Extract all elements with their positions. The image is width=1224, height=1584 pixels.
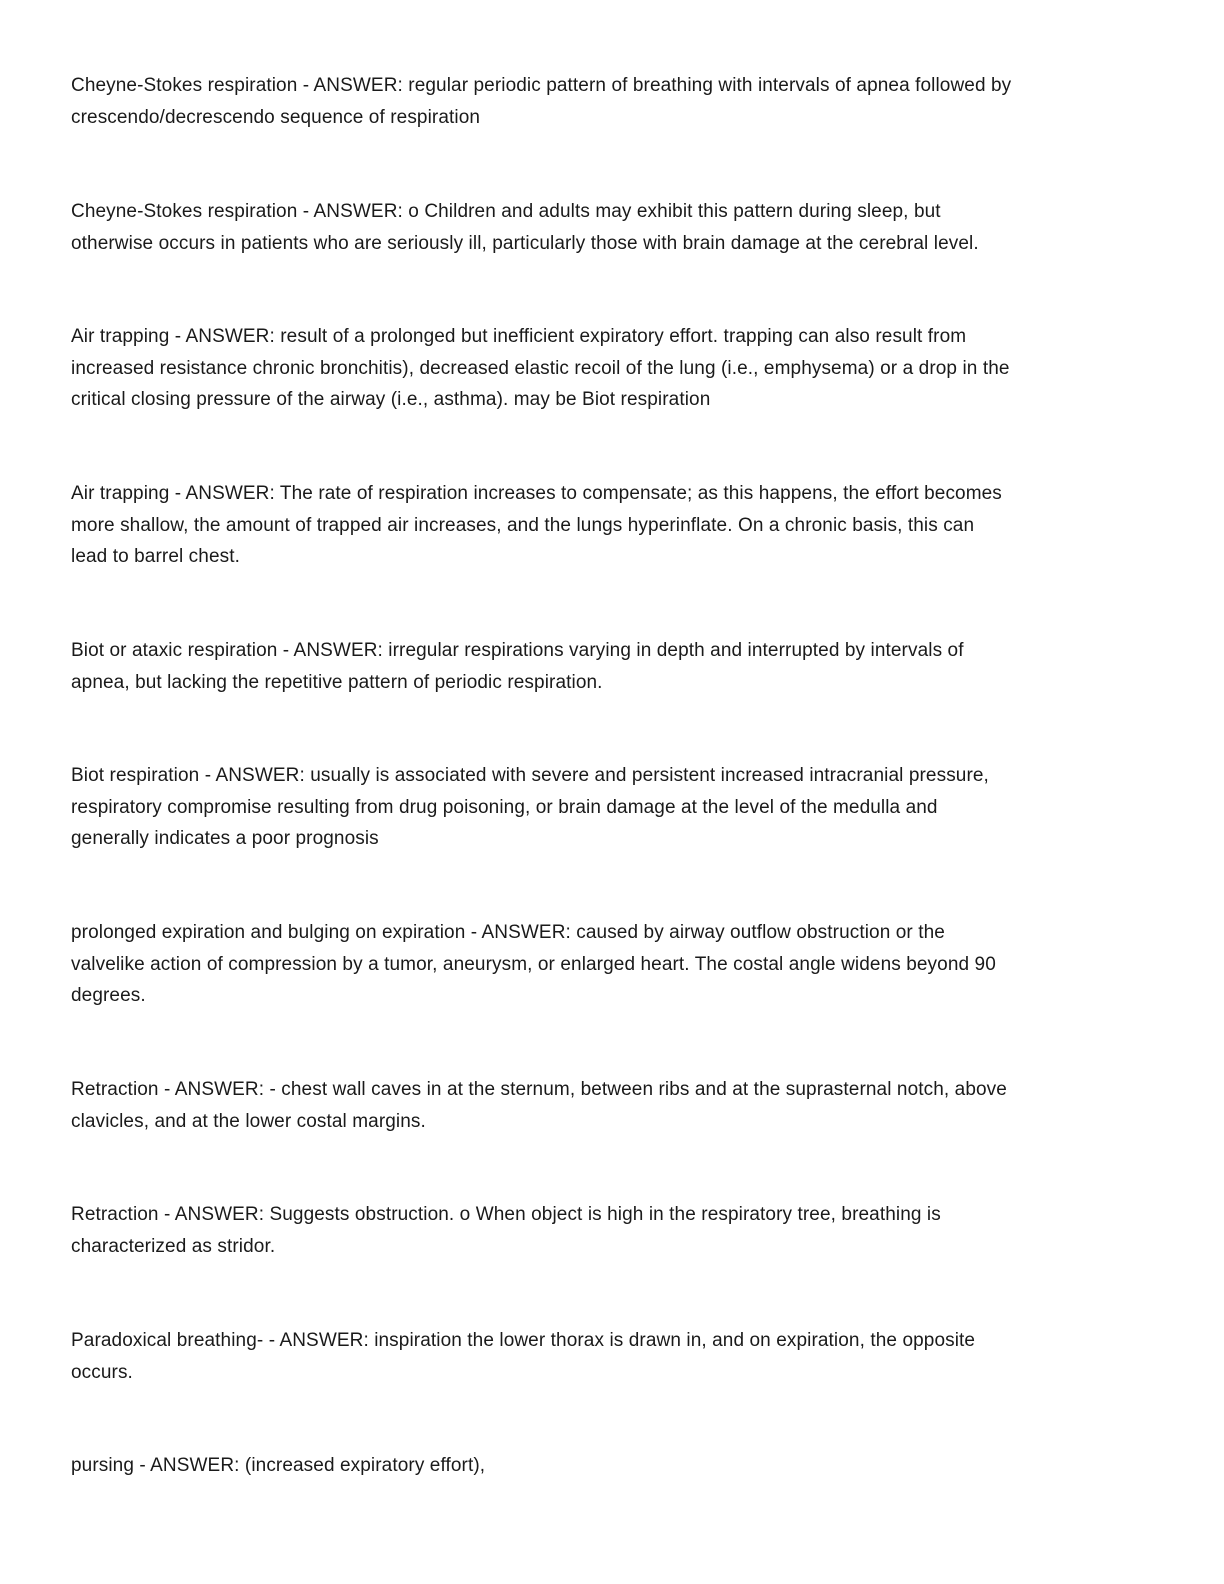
flashcard-entry xyxy=(71,760,1156,855)
flashcard-entry xyxy=(71,1199,1156,1262)
entry-line: degrees. xyxy=(71,985,146,1006)
entry-line: prolonged expiration and bulging on expiration - ANSWER: caused by airway outflow obstruction or the xyxy=(71,922,945,943)
entry-line: Retraction - ANSWER: - chest wall caves in at the sternum, between ribs and at the suprasternal notch, above xyxy=(71,1079,1007,1100)
flashcard-entry xyxy=(71,917,1156,1012)
entry-line: generally indicates a poor prognosis xyxy=(71,828,379,849)
entry-line: increased resistance chronic bronchitis), decreased elastic recoil of the lung (i.e., emphysema) or a drop in the xyxy=(71,357,1010,379)
entry-line: Air trapping - ANSWER: result of a prolonged but inefficient expiratory effort. trapping can also result from xyxy=(71,326,967,347)
entry-line: Retraction - ANSWER: Suggests obstruction. o When object is high in the respiratory tree, breathing is xyxy=(71,1204,941,1225)
entry-line: pursing - ANSWER: (increased expiratory effort), xyxy=(71,1455,486,1476)
entry-line: characterized as stridor. xyxy=(71,1235,276,1257)
entry-line: Air trapping - ANSWER: The rate of respiration increases to compensate; as this happens, the effort becomes xyxy=(71,483,1002,504)
entry-line: valvelike action of compression by a tumor, aneurysm, or enlarged heart. The costal angle widens beyond 90 xyxy=(71,953,996,975)
flashcard-entry xyxy=(71,70,1156,133)
flashcard-entry xyxy=(71,478,1156,573)
flashcard-entry xyxy=(71,1074,1156,1137)
entry-line: Biot or ataxic respiration - ANSWER: irregular respirations varying in depth and interrupted by intervals of xyxy=(71,640,964,661)
entry-line: otherwise occurs in patients who are seriously ill, particularly those with brain damage at the cerebral level. xyxy=(71,232,979,254)
flashcard-entry xyxy=(71,196,1156,259)
flashcard-entry xyxy=(71,1450,1156,1482)
flashcard-entry xyxy=(71,321,1156,416)
entry-line: crescendo/decrescendo sequence of respiration xyxy=(71,106,481,128)
entry-line: respiratory compromise resulting from drug poisoning, or brain damage at the level of the medulla and xyxy=(71,796,938,818)
entry-line: more shallow, the amount of trapped air increases, and the lungs hyperinflate. On a chronic basis, this can xyxy=(71,514,975,536)
entry-line: apnea, but lacking the repetitive pattern of periodic respiration. xyxy=(71,671,603,693)
entry-line: occurs. xyxy=(71,1361,133,1383)
entry-line: Cheyne-Stokes respiration - ANSWER: o Children and adults may exhibit this pattern during sleep, but xyxy=(71,201,941,222)
flashcard-entry xyxy=(71,635,1156,698)
entry-line: clavicles, and at the lower costal margins. xyxy=(71,1110,426,1132)
entry-line: Cheyne-Stokes respiration - ANSWER: regular periodic pattern of breathing with intervals of apnea followed by xyxy=(71,75,1012,96)
entry-line: critical closing pressure of the airway (i.e., asthma). may be Biot respiration xyxy=(71,389,711,410)
entry-line: lead to barrel chest. xyxy=(71,546,240,567)
entry-line: Paradoxical breathing- - ANSWER: inspiration the lower thorax is drawn in, and on expiration, the opposite xyxy=(71,1330,976,1351)
entry-line: Biot respiration - ANSWER: usually is associated with severe and persistent increased intracranial pressure, xyxy=(71,765,989,786)
flashcard-entry xyxy=(71,1325,1156,1388)
